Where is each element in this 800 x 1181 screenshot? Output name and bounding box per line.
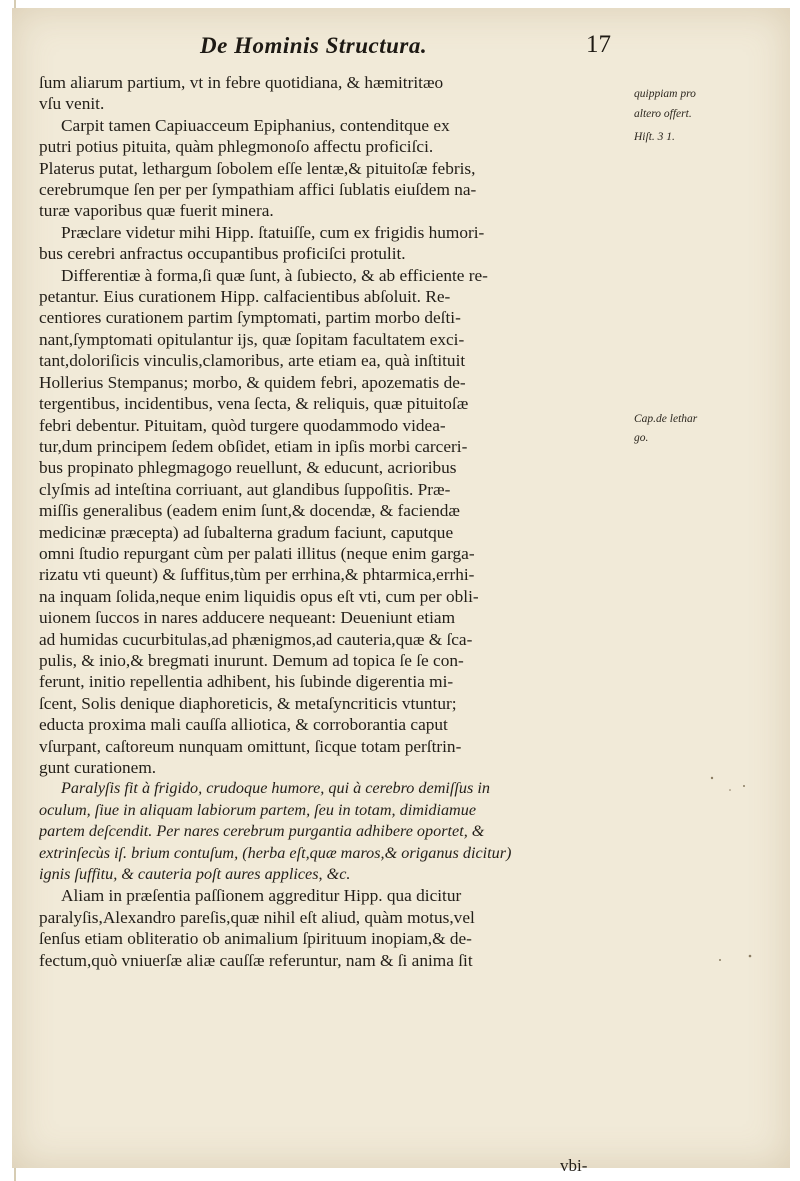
text-line: turæ vaporibus quæ fuerit minera.: [39, 201, 274, 221]
text-line: omni ſtudio repurgant cùm per palati illitus (neque enim garga-: [39, 543, 475, 563]
text-line: medicinæ præcepta) ad ſubalterna gradum faciunt, caputque: [39, 522, 454, 542]
text-line: ſcent, Solis denique diaphoreticis, & metaſyncriticis vtuntur;: [39, 693, 457, 713]
paper-specks: [700, 770, 760, 970]
margin-note-hist: Hiſt. 3 1.: [634, 131, 675, 143]
catchword: vbi-: [560, 1156, 588, 1175]
text-line: fectum,quò vniuerſæ aliæ cauſſæ referuntur, nam & ſi anima ſit: [39, 950, 473, 970]
main-text-column: [39, 72, 629, 971]
margin-note-go: go.: [634, 432, 649, 444]
text-line: partem deſcendit. Per nares cerebrum purgantia adhibere oportet, &: [39, 822, 485, 841]
page-number: 17: [586, 31, 611, 58]
text-line: clyſmis ad inteſtina corriuant, aut glandibus ſuppoſitis. Præ-: [39, 479, 451, 499]
text-line: paralyſis,Alexandro pareſis,quæ nihil eſt aliud, quàm motus,vel: [39, 907, 475, 927]
text-line: extrinſecùs iſ. brium contuſum, (herba eſt,quæ maros,& origanus dicitur): [39, 843, 512, 862]
text-line: petantur. Eius curationem Hipp. calfacientibus abſoluit. Re-: [39, 287, 451, 307]
text-line: Carpit tamen Capiuacceum Epiphanius, contenditque ex: [61, 115, 450, 135]
text-line: uionem ſuccos in nares adducere nequeant: Deueniunt etiam: [39, 608, 456, 628]
text-line: rizatu vti queunt) & ſuffitus,tùm per errhina,& phtarmica,errhi-: [39, 565, 475, 585]
text-line: bus cerebri anfractus occupantibus proficiſci protulit.: [39, 244, 406, 264]
text-line: nant,ſymptomati opitulantur ijs, quæ ſopitam facultatem exci-: [39, 329, 465, 349]
text-line: oculum, ſiue in aliquam labiorum partem, ſeu in totam, dimidiamue: [39, 800, 477, 819]
margin-note-caplethar: Cap.de lethar: [634, 413, 698, 425]
text-line: pulis, & inio,& bregmati inurunt. Demum ad topica ſe ſe con-: [39, 650, 464, 670]
text-line: Platerus putat, lethargum ſobolem eſſe lentæ,& pituitoſæ febris,: [39, 158, 476, 178]
text-line: bus propinato phlegmagogo reuellunt, & educunt, acrioribus: [39, 458, 457, 478]
text-line: putri potius pituita, quàm phlegmonoſo affectu proficiſci.: [39, 137, 434, 157]
text-line: gunt curationem.: [39, 758, 157, 777]
margin-note-altero: altero offert.: [634, 108, 692, 120]
text-line: Aliam in præſentia paſſionem aggreditur Hipp. qua dicitur: [61, 886, 462, 906]
text-line: vſu venit.: [39, 94, 105, 114]
text-line: na inquam ſolida,neque enim liquidis opus eſt vti, cum per obli-: [39, 586, 479, 606]
text-line: tur,dum principem ſedem obſidet, etiam in ipſis morbi carceri-: [39, 436, 468, 456]
text-line: Hollerius Stempanus; morbo, & quidem febri, apozematis de-: [39, 372, 466, 392]
text-line: ferunt, initio repellentia adhibent, his ſubinde digerentia mi-: [39, 672, 454, 692]
text-line: ad humidas cucurbitulas,ad phænigmos,ad cauteria,quæ & ſca-: [39, 629, 473, 649]
text-line: cerebrumque ſen per per ſympathiam affici ſublatis eiuſdem na-: [39, 180, 477, 200]
text-line: Paralyſis fit à frigido, crudoque humore, qui à cerebro demiſſus in: [61, 779, 490, 798]
text-line: Præclare videtur mihi Hipp. ſtatuiſſe, cum ex frigidis humori-: [61, 222, 485, 242]
page-header: [0, 33, 800, 63]
text-line: ſenſus etiam obliteratio ob animalium ſpirituum inopiam,& de-: [39, 929, 472, 949]
margin-note-quippiam: quippiam pro: [634, 88, 696, 100]
text-line: centiores curationem partim ſymptomati, partim morbo deſti-: [39, 308, 461, 328]
running-title: De Hominis Structura.: [200, 33, 428, 58]
text-line: ſum aliarum partium, vt in febre quotidiana, & hæmitritæo: [39, 73, 444, 92]
text-line: tant,doloriſicis vinculis,clamoribus, arte etiam ea, quà inſtituit: [39, 351, 466, 371]
text-line: tergentibus, incidentibus, vena ſecta, & reliquis, quæ pituitoſæ: [39, 394, 469, 414]
text-line: febri debentur. Pituitam, quòd turgere quodammodo videa-: [39, 415, 446, 435]
text-line: Differentiæ à forma,ſi quæ ſunt, à ſubiecto, & ab efficiente re-: [61, 265, 488, 285]
text-line: vſurpant, caſtoreum nunquam omittunt, ſicque totam perſtrin-: [39, 736, 462, 756]
text-line: ignis ſuffitu, & cauteria poſt aures applices, &c.: [39, 865, 351, 884]
text-line: miſſis generalibus (eadem enim ſunt,& docendæ, & faciendæ: [39, 501, 460, 521]
text-line: educta proxima mali cauſſa alliotica, & corroborantia caput: [39, 715, 448, 735]
